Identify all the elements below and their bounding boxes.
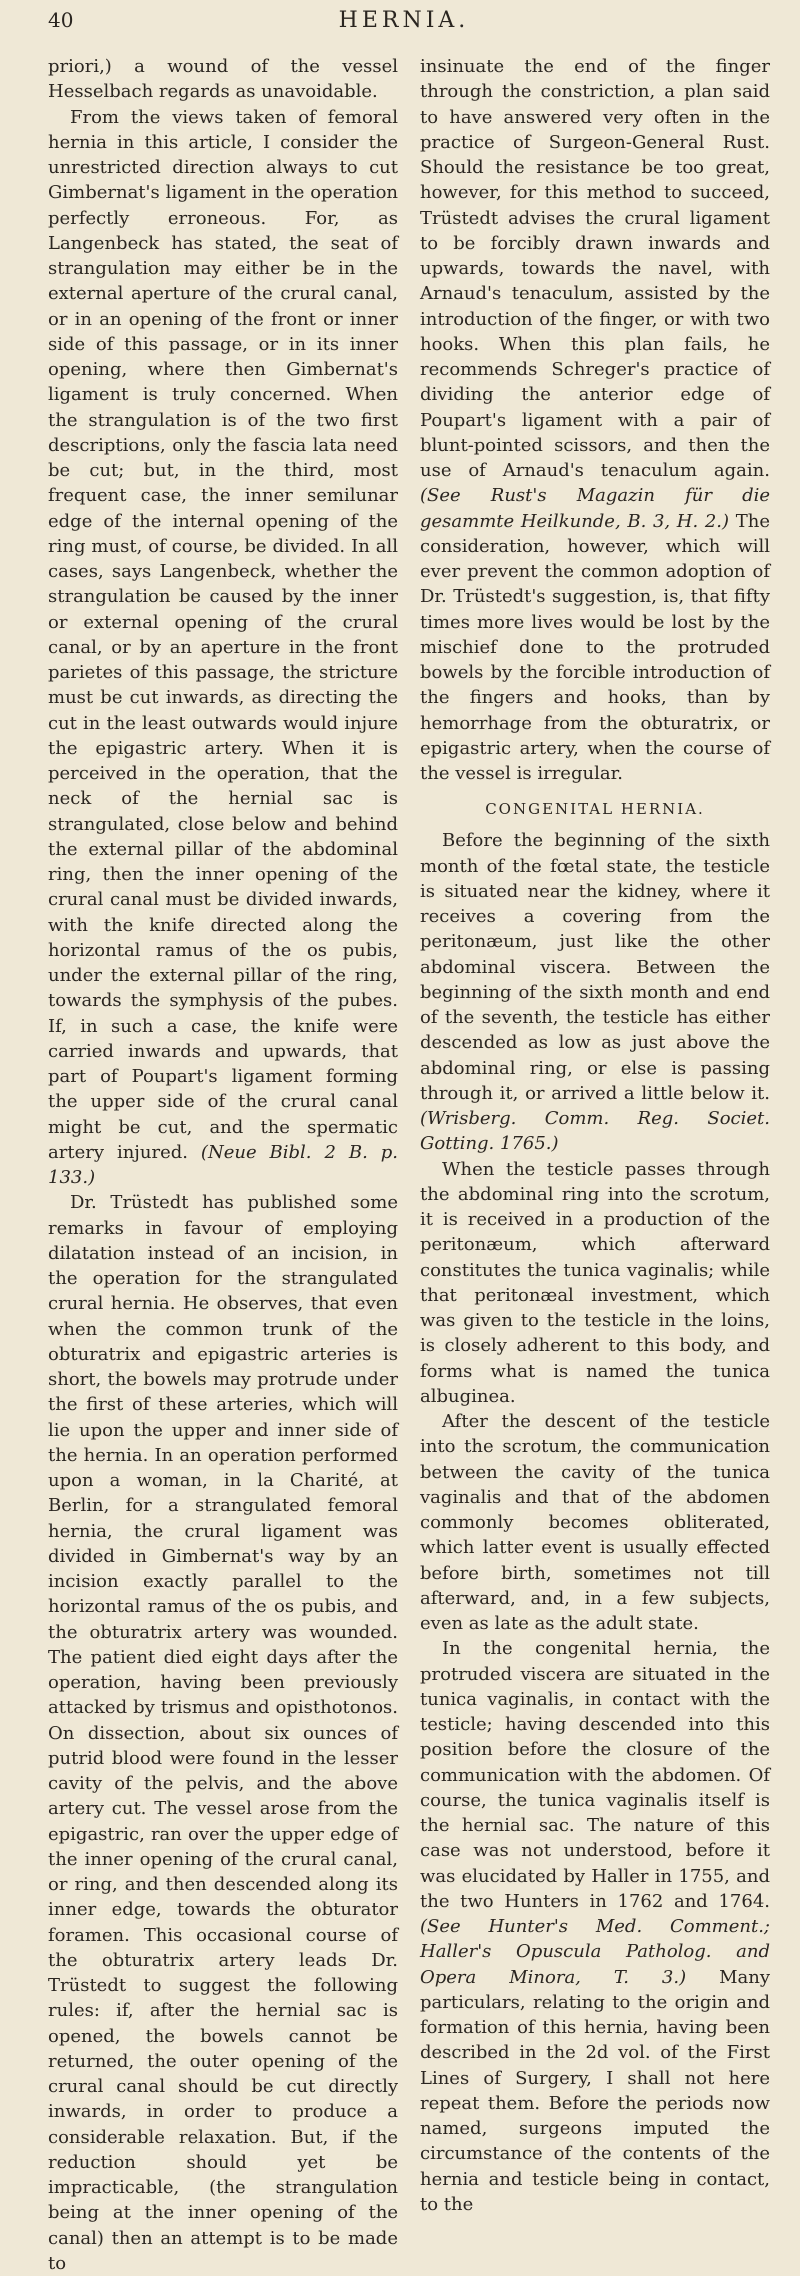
running-head: HERNIA. — [338, 8, 470, 33]
paragraph-trustedt: Dr. Trüstedt has published some remarks in favour of employing dilatation instead of an incision, in the operation for the strangulated crural hernia. He observes, that even when the common trunk of the obturatrix and epigastric arteries is short, the bowels may protrude under the first of these arteries, which will lie upon the upper and inner side of the hernia. In an operation performed upon a woman, in la Charité, at Berlin, for a strangulated femoral hernia, the crural ligament was divided in Gimbernat's way by an incision exactly parallel to the horizontal ramus of the os pubis, and the obturatrix artery was wounded. The patient died eight days after the operation, having been previously attacked by trismus and opisthotonos. On dissection, about six ounces of putrid blood were found in the lesser cavity of the pelvis, and the above artery cut. The vessel arose from the epigastric, ran over the upper edge of the inner opening of the crural canal, or ring, and then descended along its inner edge, towards the obturator foramen. This occasional course of the obturatrix artery leads Dr. Trüstedt to suggest the following rules: if, after the hernial sac is opened, the bowels cannot be returned, the outer opening of the crural canal should be cut directly inwards, in order to produce a considerable relaxation. But, if the reduction should yet be impracticable, (the strangulation being at the inner opening of the canal) then an attempt is to be made to — [48, 1192, 398, 2274]
section-heading: CONGENITAL HERNIA. — [485, 800, 705, 819]
citation-rust-magazin: (See Rust's Magazin für die gesammte Heilkunde, B. 3, H. 2.) — [420, 485, 770, 532]
paragraph-fetal-state — [420, 828, 770, 1156]
left-column — [48, 54, 398, 2276]
paragraph-text: insinuate the end of the finger through the constriction, a plan said to have answered very often in the practice of Surgeon-General Rust. Should the resistance be too great, however, for this method to succeed, Trüstedt advises the crural ligament to be forcibly drawn inwards and upwards, towards the navel, with Arnaud's tenaculum, assisted by the introduction of the finger, or with two hooks. When this plan fails, he recommends Schreger's practice of dividing the anterior edge of Poupart's ligament with a pair of blunt-pointed scissors, and then the use of Arnaud's tenaculum again. — [420, 56, 770, 481]
citation-neue-bibl: (Neue Bibl. 2 B. p. 133.) — [48, 1141, 398, 1188]
page-header — [48, 4, 760, 46]
paragraph-femoral-views — [48, 105, 398, 1191]
paragraph-continuation: priori,) a wound of the vessel Hesselbach regards as unavoidable. — [48, 56, 398, 103]
paragraph-testicle-passes: When the testicle passes through the abdominal ring into the scrotum, it is received in a production of the peritonæum, which afterward constitutes the tunica vaginalis; while that peritonæal investment, which was given to the testicle in the loins, is closely adherent to this body, and forms what is named the tunica albuginea. — [420, 1158, 770, 1407]
paragraph-insinuate — [420, 54, 770, 786]
paragraph-text: From the views taken of femoral hernia in this article, I consider the unrestricted direction always to cut Gimbernat's ligament in the operation perfectly erroneous. For, as Langenbeck has stated, the seat of strangulation may either be in the external aperture of the crural canal, or in an opening of the front or inner side of this passage, or in its inner opening, where then Gimbernat's ligament is truly concerned. When the strangulation is of the two first descriptions, only the fascia lata need be cut; but, in the third, most frequent case, the inner semilunar edge of the internal opening of the ring must, of course, be divided. In all cases, says Langenbeck, whether the strangulation be caused by the inner or external opening of the crural canal, or by an aperture in the front parietes of this passage, the stricture must be cut inwards, as directing the cut in the least outwards would injure the epigastric artery. When it is perceived in the operation, that the neck of the hernial sac is strangulated, close below and behind the external pillar of the abdominal ring, then the inner opening of the crural canal must be divided inwards, with the knife directed along the horizontal ramus of the os pubis, under the external pillar of the ring, towards the symphysis of the pubes. If, in such a case, the knife were carried inwards and upwards, that part of Poupart's ligament forming the upper side of the crural canal might be cut, and the spermatic artery injured. — [48, 106, 398, 1163]
paragraph-descent: After the descent of the testicle into the scrotum, the communication between the cavity of the tunica vaginalis and that of the abdomen commonly becomes obliterated, which latter event is usually effected before birth, sometimes not till afterward, and, in a few subjects, even as late as the adult state. — [420, 1411, 770, 1634]
citation-hunter-haller: (See Hunter's Med. Comment.; Haller's Opuscula Patholog. and Opera Minora, T. 3.) — [420, 1916, 770, 1988]
paragraph-congenital-hernia — [420, 1636, 770, 2217]
citation-wrisberg: (Wrisberg. Comm. Reg. Societ. Gotting. 1765.) — [420, 1108, 770, 1155]
paragraph-text: In the congenital hernia, the protruded viscera are situated in the tunica vaginalis, in contact with the testicle; having descended into this position before the closure of the communication with the abdomen. Of course, the tunica vaginalis itself is the hernial sac. The nature of this case was not understood, before it was elucidated by Haller in 1755, and the two Hunters in 1762 and 1764. — [420, 1638, 770, 1912]
paragraph-text-tail: Many particulars, relating to the origin and formation of this hernia, having been described in the 2d vol. of the First Lines of Surgery, I shall not here repeat them. Before the periods now named, surgeons imputed the circumstance of the contents of the hernia and testicle being in contact, to the — [420, 1966, 770, 2215]
paragraph-text: Before the beginning of the sixth month of the fœtal state, the testicle is situated near the kidney, where it receives a covering from the peritonæum, just like the other abdominal viscera. Between the beginning of the sixth month and end of the seventh, the testicle has either descended as low as just above the abdominal ring, or else is passing through it, or arrived a little below it. — [420, 830, 770, 1104]
paragraph-text-tail: The consideration, however, which will ever prevent the common adoption of Dr. Trüstedt's suggestion, is, that fifty times more lives would be lost by the mischief done to the protruded bowels by the forcible introduction of the fingers and hooks, than by hemorrhage from the obturatrix, or epigastric artery, when the course of the vessel is irregular. — [420, 510, 770, 784]
right-column — [420, 54, 770, 2217]
page-number: 40 — [48, 8, 74, 32]
